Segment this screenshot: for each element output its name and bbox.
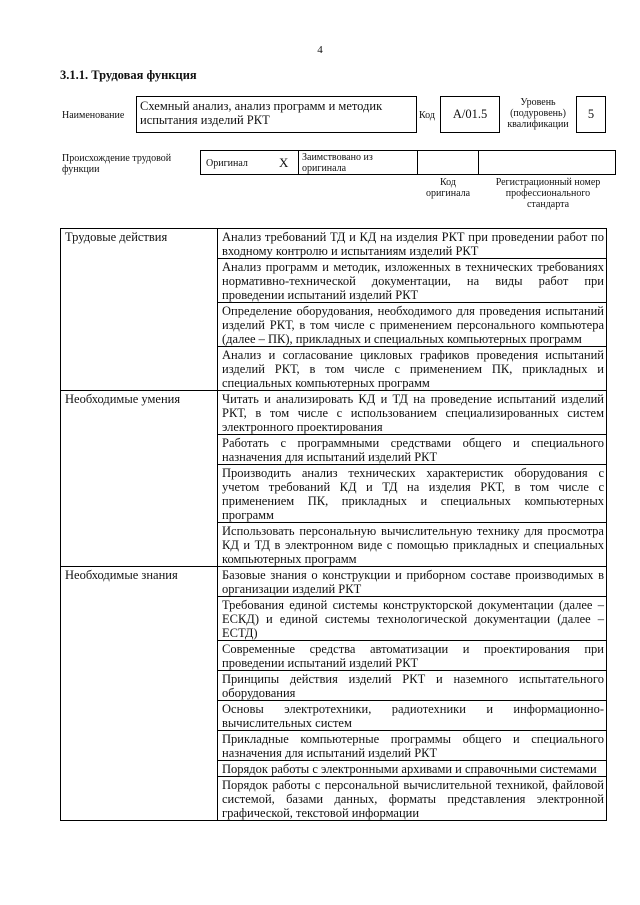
code-value-box: А/01.5 [440,96,500,133]
original-mark: X [279,155,289,170]
table-cell: Анализ и согласование цикловых графиков проведения испытаний изделий РКТ, в том числе с применением ПК, прикладных и специальных компьютерных программ [218,347,607,391]
table-cell: Порядок работы с персональной вычислительной техникой, файловой системой, базами данных, форматы представления электронной графической, текстовой информации [218,777,607,821]
table-cell: Принципы действия изделий РКТ и наземного испытательного оборудования [218,671,607,701]
function-details-table [60,228,607,821]
category-labor-actions: Трудовые действия [61,229,218,391]
level-label: Уровень (подуровень) квалификации [507,97,569,130]
origin-box [200,150,616,175]
table-cell: Читать и анализировать КД и ТД на проведение испытаний изделий РКТ, в том числе с использованием специализированных систем электронного проектирования [218,391,607,435]
category-required-skills: Необходимые умения [61,391,218,567]
section-title: 3.1.1. Трудовая функция [60,68,197,82]
level-value-box: 5 [576,96,606,133]
code-label: Код [419,110,435,121]
table-row [61,391,607,435]
table-row [61,567,607,597]
table-row [61,229,607,259]
table-cell: Анализ требований ТД и КД на изделия РКТ при проведении работ по входному контролю и испытаниям изделий РКТ [218,229,607,259]
table-cell: Использовать персональную вычислительную технику для просмотра КД и ТД в электронном виде с помощью прикладных и специальных компьютерных программ [218,523,607,567]
category-required-knowledge: Необходимые знания [61,567,218,821]
origin-label: Происхождение трудовой функции [62,153,172,175]
table-cell: Прикладные компьютерные программы общего и специального назначения для испытаний изделий РКТ [218,731,607,761]
code-original-caption: Код оригинала [425,177,471,199]
table-cell: Определение оборудования, необходимого для проведения испытаний изделий РКТ, в том числе с применением персонального компьютера (далее – ПК), прикладных и специальных компьютерных программ [218,303,607,347]
page-number: 4 [317,44,323,56]
table-cell: Производить анализ технических характеристик оборудования с учетом требований КД и ТД на изделия РКТ, в том числе с применением ПК, прикладных и специальных компьютерных программ [218,465,607,523]
table-cell: Основы электротехники, радиотехники и информационно-вычислительных систем [218,701,607,731]
original-label: Оригинал [206,158,248,169]
table-cell: Базовые знания о конструкции и приборном составе производимых в организации изделий РКТ [218,567,607,597]
table-cell: Анализ программ и методик, изложенных в технических требованиях нормативно-технической документации, на виды работ при проведении испытаний изделий РКТ [218,259,607,303]
borrowed-label: Заимствовано из оригинала [302,152,373,174]
table-cell: Порядок работы с электронными архивами и справочными системами [218,761,607,777]
name-label: Наименование [62,110,125,121]
table-cell: Требования единой системы конструкторской документации (далее – ЕСКД) и единой системы технологической документации (далее – ЕСТД) [218,597,607,641]
reg-number-caption: Регистрационный номер профессионального стандарта [495,177,601,210]
table-cell: Работать с программными средствами общего и специального назначения для испытаний изделий РКТ [218,435,607,465]
table-cell: Современные средства автоматизации и проектирования при проведении испытаний изделий РКТ [218,641,607,671]
function-name-box: Схемный анализ, анализ программ и методик испытания изделий РКТ [136,96,417,133]
